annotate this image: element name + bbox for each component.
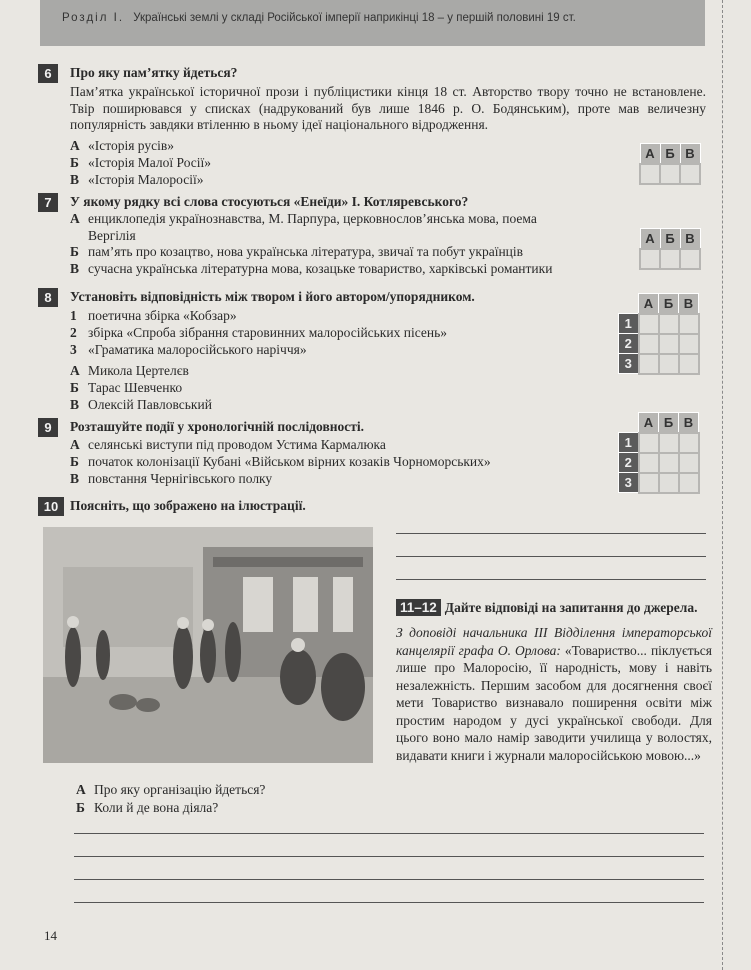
matching-grid: А Б В 1 2 3 (618, 293, 700, 375)
answer-cell-a[interactable] (640, 249, 660, 269)
sequence-grid: А Б В 1 2 3 (618, 412, 700, 494)
cell-1c[interactable] (679, 433, 699, 453)
section-label: Розділ І. (62, 12, 125, 24)
question-title: Про яку пам’ятку йдеться? (70, 65, 238, 80)
cell-2a[interactable] (639, 453, 659, 473)
section-title: Українські землі у складі Російської імперії наприкінці 18 – у першій половині 19 ст. (133, 12, 576, 24)
sub-question-a: А Про яку організацію йдеться? (76, 782, 266, 797)
answer-grid: А Б В (639, 228, 701, 270)
option-a: А Микола Цертелєв (70, 363, 189, 378)
cell-2c[interactable] (679, 453, 699, 473)
answer-line[interactable] (396, 533, 706, 534)
option-b: Б початок колонізації Кубані «Військом вірних козаків Чорноморських» (70, 454, 491, 469)
cell-2a[interactable] (639, 334, 659, 354)
cell-3b[interactable] (659, 473, 679, 493)
option-b[interactable]: Б пам’ять про козацтво, нова українська література, звичаї та побут українців (70, 244, 524, 259)
cell-3c[interactable] (679, 473, 699, 493)
cell-1b[interactable] (659, 433, 679, 453)
cell-1a[interactable] (639, 433, 659, 453)
cell-1a[interactable] (639, 314, 659, 334)
item-2: 2 збірка «Спроба зібрання старовинних малоросійських пісень» (70, 325, 447, 340)
page-number: 14 (44, 928, 57, 943)
option-c: В Олексій Павловський (70, 397, 212, 412)
cut-line (722, 0, 723, 970)
source-quote: «Товариство... піклується лише про Малоросію, її народність, мову і навіть незалежність. Першим засобом для досягнення своєї мети Товариство визнавало поширення освіти між простим народом у дусі української свободи. Для цього воно мало намір заводити училища у волостях, видавати книги і журнали малоросійською мовою...» (396, 642, 713, 763)
answer-cell-c[interactable] (680, 249, 700, 269)
option-b: Б Тарас Шевченко (70, 380, 183, 395)
illustration-drawing (43, 527, 373, 763)
question-title: У якому рядку всі слова стосуються «Енеїди» І. Котляревського? (70, 194, 469, 209)
question-number: 6 (38, 64, 58, 83)
answer-cell-b[interactable] (660, 164, 680, 184)
source-intro: З доповіді начальника ІІІ Відділення імператорської канцелярії графа О. Орлова: (396, 625, 712, 658)
answer-grid: А Б В (639, 143, 701, 185)
option-c[interactable]: В «Історія Малоросії» (70, 172, 204, 187)
answer-cell-b[interactable] (660, 249, 680, 269)
option-a[interactable]: А енциклопедія українознавства, М. Парпура, церковнослов’янська мова, поема Вергілія (70, 211, 537, 243)
sub-question-b: Б Коли й де вона діяла? (76, 800, 219, 815)
cell-3b[interactable] (659, 354, 679, 374)
option-a: А селянські виступи під проводом Устима Кармалюка (70, 437, 386, 452)
historical-illustration (43, 527, 373, 763)
answer-line[interactable] (74, 902, 704, 903)
cell-1c[interactable] (679, 314, 699, 334)
option-c[interactable]: В сучасна українська літературна мова, козацьке товариство, харківські романтики (70, 261, 553, 276)
answer-cell-a[interactable] (640, 164, 660, 184)
item-3: 3 «Граматика малоросійського наріччя» (70, 342, 307, 357)
answer-line[interactable] (74, 856, 704, 857)
answer-cell-c[interactable] (680, 164, 700, 184)
question-title: Установіть відповідність між твором і його автором/упорядником. (70, 289, 475, 304)
running-header (40, 0, 705, 46)
cell-3a[interactable] (639, 473, 659, 493)
question-number: 8 (38, 288, 58, 307)
question-number: 9 (38, 418, 58, 437)
option-c: В повстання Чернігівського полку (70, 471, 273, 486)
question-number: 11–12 (396, 599, 441, 616)
answer-line[interactable] (396, 579, 706, 580)
question-11-12-title: 11–12 Дайте відповіді на запитання до джерела. (396, 599, 698, 616)
item-1: 1 поетична збірка «Кобзар» (70, 308, 237, 323)
option-b[interactable]: Б «Історія Малої Росії» (70, 155, 212, 170)
cell-2b[interactable] (659, 334, 679, 354)
cell-3c[interactable] (679, 354, 699, 374)
question-number: 7 (38, 193, 58, 212)
answer-line[interactable] (74, 833, 704, 834)
cell-2b[interactable] (659, 453, 679, 473)
cell-2c[interactable] (679, 334, 699, 354)
cell-1b[interactable] (659, 314, 679, 334)
question-number: 10 (38, 497, 64, 516)
option-a[interactable]: А «Історія русів» (70, 138, 174, 153)
cell-3a[interactable] (639, 354, 659, 374)
answer-line[interactable] (396, 556, 706, 557)
answer-line[interactable] (74, 879, 704, 880)
question-title: Розташуйте події у хронологічній послідовності. (70, 419, 365, 434)
question-text: Пам’ятка української історичної прози і публіцистики кінця 18 ст. Авторство твору точно не встановлене. Твір поширювався у списках (надрукований був лише 1846 р. О. Бодянським), проте мав величезну популярність завдяки втіленню в ньому ідеї національного відродження. (70, 84, 706, 132)
question-title: Поясніть, що зображено на ілюстрації. (70, 498, 306, 513)
source-text (396, 624, 712, 764)
